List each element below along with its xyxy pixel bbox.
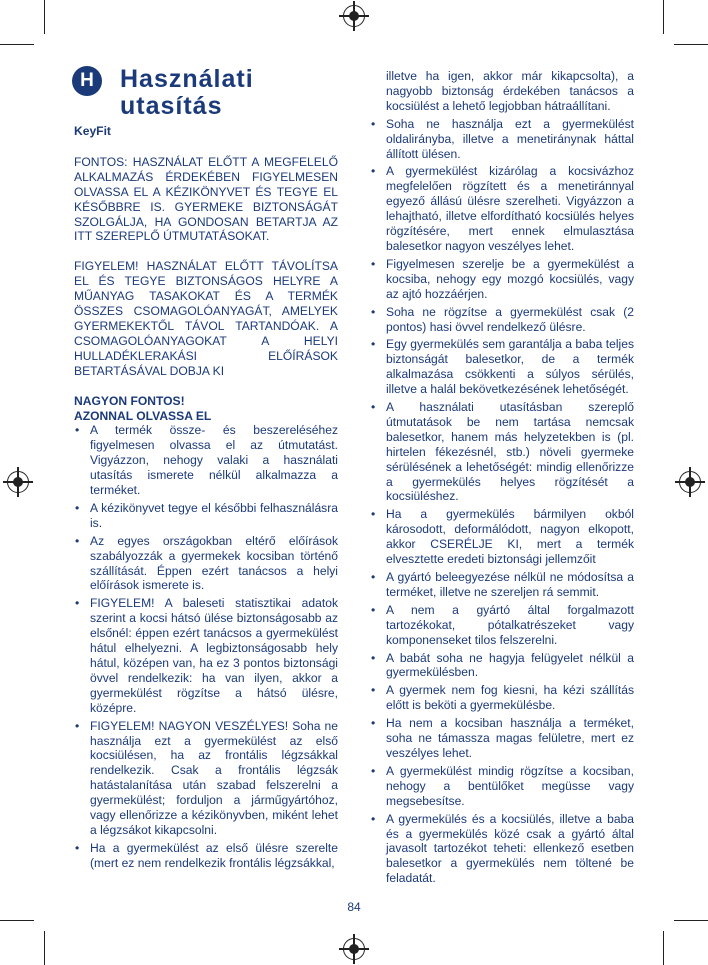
product-model: KeyFit: [74, 124, 111, 138]
right-column: [370, 69, 634, 889]
instruction-list: [370, 69, 634, 886]
crop-mark: [674, 44, 708, 45]
section-subheading: AZONNAL OLVASSA EL: [74, 408, 212, 423]
list-item: • Soha ne használja ezt a gyermekülést oldalirányba, illetve a menetiránynak háttal állított ülésen.: [370, 117, 634, 162]
language-badge: H: [72, 66, 102, 96]
list-item: • A használati utasításban szereplő útmutatások be nem tartása nemcsak balesetkor, hanem más helyzetekben is (pl. hirtelen fékezésnél, stb.) növeli gyermeke sérülésének a lehetőségét: mindig ellenőrizze a gyermekülés helyes rögzítését a kocsiüléshez.: [370, 400, 634, 504]
list-item: • A termék össze- és beszereléséhez figyelmesen olvassa el az útmutatást. Vigyázzon, nehogy valaki a használati utasítás ismerete nélkül alkalmazza a terméket.: [74, 423, 338, 498]
list-item: • Ha a gyermekülést az első ülésre szerelte (mert ez nem rendelkezik frontális légzsákkal,: [74, 841, 338, 871]
crop-mark: [0, 44, 34, 45]
list-item: • FIGYELEM! NAGYON VESZÉLYES! Soha ne használja ezt a gyermekülést az első kocsiülésen, ha az frontális légzsákkal rendelkezik. Csak a frontális légzsák hatástalanítása után szabad felszerelni a gyermekülést; forduljon a járműgyártóhoz, vagy ellenőrizze a kézikönyvben, miként lehet a légzsákot kikapcsolni.: [74, 719, 338, 838]
crop-mark: [663, 931, 664, 965]
list-item: • Ha nem a kocsiban használja a terméket, soha ne támassza magas felületre, mert ez veszélyes lehet.: [370, 716, 634, 761]
registration-mark-icon: [343, 938, 365, 960]
list-item: • A gyermek nem fog kiesni, ha kézi szállítás előtt is beköti a gyermekülésbe.: [370, 683, 634, 713]
registration-mark-icon: [679, 471, 701, 493]
registration-mark-icon: [7, 471, 29, 493]
list-item: • A gyermekülést mindig rögzítse a kocsiban, nehogy a bentülőket megüsse vagy megsebesítse.: [370, 764, 634, 809]
list-item: • A gyermekülést kizárólag a kocsivázhoz megfelelően rögzített és a menetiránnyal egyező állású ülésre szerelheti. Vigyázzon a lehajtható, illetve elfordítható kocsiülés helyes rögzítésére, mert ennek elmulasztása balesetkor nagyon veszélyes lehet.: [370, 164, 634, 253]
warning-paragraph: FIGYELEM! HASZNÁLAT ELŐTT TÁVOLÍTSA EL ÉS TEGYE BIZTONSÁGOS HELYRE A MŰANYAG TASAKOKAT ÉS A TERMÉK ÖSSZES CSOMAGOLÓANYAGÁT, AMELYEK GYERMEKEKTŐL TÁVOL TARTANDÓAK. A CSOMAGOLÓANYAGOKAT A HELYI HULLADÉKLERAKÁSI ELŐÍRÁSOK BETARTÁSÁVAL DOBJA KI: [74, 259, 338, 378]
crop-mark: [674, 920, 708, 921]
page-number: 84: [347, 900, 361, 914]
list-item: • Az egyes országokban eltérő előírások szabályozzák a gyermekek kocsiban történő szállítását. Éppen ezért tanácsos a helyi előírások ismerete is.: [74, 534, 338, 594]
list-item: • FIGYELEM! A baleseti statisztikai adatok szerint a kocsi hátsó ülése biztonságosabb az elsőnél: éppen ezért tanácsos a gyermekülést hátul elhelyezni. A legbiztonságosabb hely hátul, középen van, ha ez 3 pontos biztonsági övvel rendelkezik: ha van ilyen, akkor a gyermekülést rögzítse a hátsó ülésre, középre.: [74, 596, 338, 715]
crop-mark: [44, 931, 45, 965]
list-item: • Ha a gyermekülés bármilyen okból károsodott, deformálódott, nagyon elkopott, akkor CSERÉLJE KI, mert a termék elvesztette eredeti biztonsági jellemzőit: [370, 507, 634, 567]
left-column: [74, 124, 338, 874]
list-item: • A babát soha ne hagyja felügyelet nélkül a gyermekülésben.: [370, 651, 634, 681]
instruction-list: [74, 423, 338, 870]
crop-mark: [663, 0, 664, 34]
notice-paragraph: FONTOS: HASZNÁLAT ELŐTT A MEGFELELŐ ALKALMAZÁS ÉRDEKÉBEN FIGYELMESEN OLVASSA EL A KÉZIKÖNYVET ÉS TEGYE EL KÉSŐBBRE IS. GYERMEKE BIZTONSÁGÁT SZOLGÁLJA, HA GONDOSAN BETARTJA AZ ITT SZEREPLŐ ÚTMUTATÁSOKAT.: [74, 154, 338, 244]
list-item: • Soha ne rögzítse a gyermekülést csak (2 pontos) hasi övvel rendelkező ülésre.: [370, 305, 634, 335]
list-item: • A gyártó beleegyezése nélkül ne módosítsa a terméket, illetve ne szereljen rá semmit.: [370, 570, 634, 600]
list-item: • A nem a gyártó által forgalmazott tartozékokat, pótalkatrészeket vagy komponenseket tilos felszerelni.: [370, 603, 634, 648]
crop-mark: [0, 920, 34, 921]
list-item: • Figyelmesen szerelje be a gyermekülést a kocsiba, nehogy egy mozgó kocsiülés, vagy az ajtó hozzáérjen.: [370, 257, 634, 302]
page-title: Használati utasítás: [120, 65, 254, 120]
crop-mark: [44, 0, 45, 34]
list-item: illetve ha igen, akkor már kikapcsolta), a nagyobb biztonság érdekében tanácsos a kocsiülést a lehető legjobban hátraállítani.: [386, 69, 634, 113]
list-item: • A kézikönyvet tegye el későbbi felhasználásra is.: [74, 501, 338, 531]
list-item: • A gyermekülés és a kocsiülés, illetve a baba és a gyermekülés közé csak a gyártó által javasolt tartozékot teheti: ellenkező esetben balesetkor a gyermekülés nem töltené be feladatát.: [370, 812, 634, 887]
list-item: • Egy gyermekülés sem garantálja a baba teljes biztonságát balesetkor, de a termék alkalmazása csökkenti a súlyos sérülés, illetve a halál bekövetkezésének lehetőségét.: [370, 337, 634, 397]
registration-mark-icon: [343, 5, 365, 27]
section-heading: NAGYON FONTOS!: [74, 393, 185, 408]
